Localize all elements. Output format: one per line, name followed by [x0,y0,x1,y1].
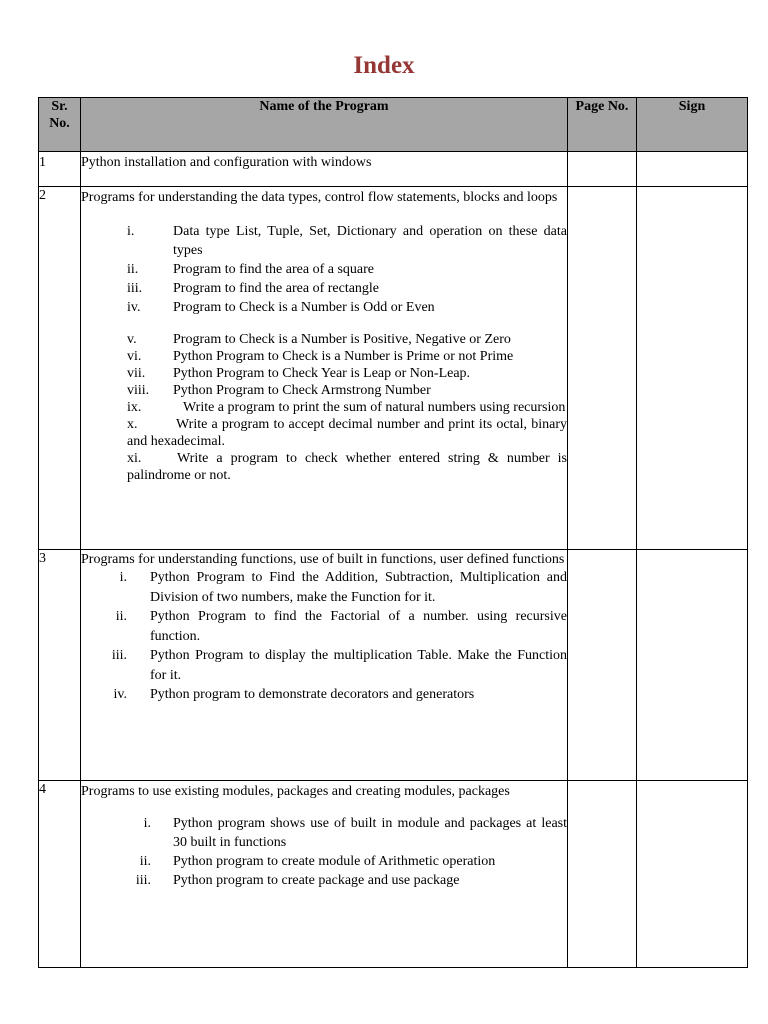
row-description: Programs to use existing modules, packages and creating modules, packages [81,784,510,799]
list-item: ii. Program to find the area of a square [127,262,374,277]
list-item: v. Program to Check is a Number is Positive, Negative or Zero [127,332,511,347]
header-sign: Sign [637,98,748,152]
program-list [81,568,567,705]
list-item: i. Data type List, Tuple, Set, Dictionary and operation on these data types [127,224,567,258]
sign-cell [637,781,748,968]
list-item: x. Write a program to accept decimal number and print its octal, binary and hexadecimal. [127,417,567,449]
table-row [39,187,748,550]
page-no-cell [568,187,637,550]
list-item: iii. Program to find the area of rectangle [127,281,380,296]
list-item: iv. Python program to demonstrate decorators and generators [113,687,475,702]
header-name: Name of the Program [81,98,568,152]
sr-no-cell: 1 [39,152,81,187]
list-item: vii. Python Program to Check Year is Leap or Non-Leap. [127,366,471,381]
row-description: Programs for understanding functions, use of built in functions, user defined functions [81,552,565,567]
sr-no-cell: 2 [39,187,81,550]
list-item: vi. Python Program to Check is a Number is Prime or not Prime [127,349,514,364]
list-item: iii. Python program to create package and use package [135,873,460,888]
page-no-cell [568,550,637,781]
header-sr-no [39,98,81,152]
list-item: viii. Python Program to Check Armstrong Number [127,383,431,398]
header-sr-line2: No. [49,116,70,131]
table-row [39,781,748,968]
page-title: Index [353,52,415,79]
list-item: i. Python program shows use of built in module and packages at least 30 built in functions [143,816,567,850]
list-item: ii. Python Program to find the Factorial of a number. using recursive function. [115,609,567,644]
list-item: iii. Python Program to display the multiplication Table. Make the Function for it. [111,648,567,683]
index-table [38,97,748,968]
list-item: ii. Python program to create module of Arithmetic operation [139,854,496,869]
row-description: Python installation and configuration with windows [81,155,372,170]
sr-no-cell: 3 [39,550,81,781]
table-row [39,550,748,781]
sign-cell [637,187,748,550]
sr-no-cell: 4 [39,781,81,968]
row-description: Programs for understanding the data types, control flow statements, blocks and loops [81,190,558,205]
page-no-cell [568,152,637,187]
program-name-cell [81,187,568,550]
header-sr-line1: Sr. [51,99,68,114]
list-item: iv. Program to Check is a Number is Odd or Even [127,300,435,315]
program-name-cell [81,781,568,968]
list-item: ix. Write a program to print the sum of natural numbers using recursion [127,400,566,415]
sign-cell [637,152,748,187]
program-name-cell [81,152,568,187]
program-name-cell [81,550,568,781]
program-list [81,814,567,890]
page-no-cell [568,781,637,968]
header-page-no: Page No. [568,98,637,152]
program-list [81,222,567,484]
sign-cell [637,550,748,781]
list-item: xi. Write a program to check whether entered string & number is palindrome or not. [127,451,567,483]
list-item: i. Python Program to Find the Addition, Subtraction, Multiplication and Division of two numbers, make the Function for it. [119,570,567,605]
table-row [39,152,748,187]
header-row [39,98,748,152]
